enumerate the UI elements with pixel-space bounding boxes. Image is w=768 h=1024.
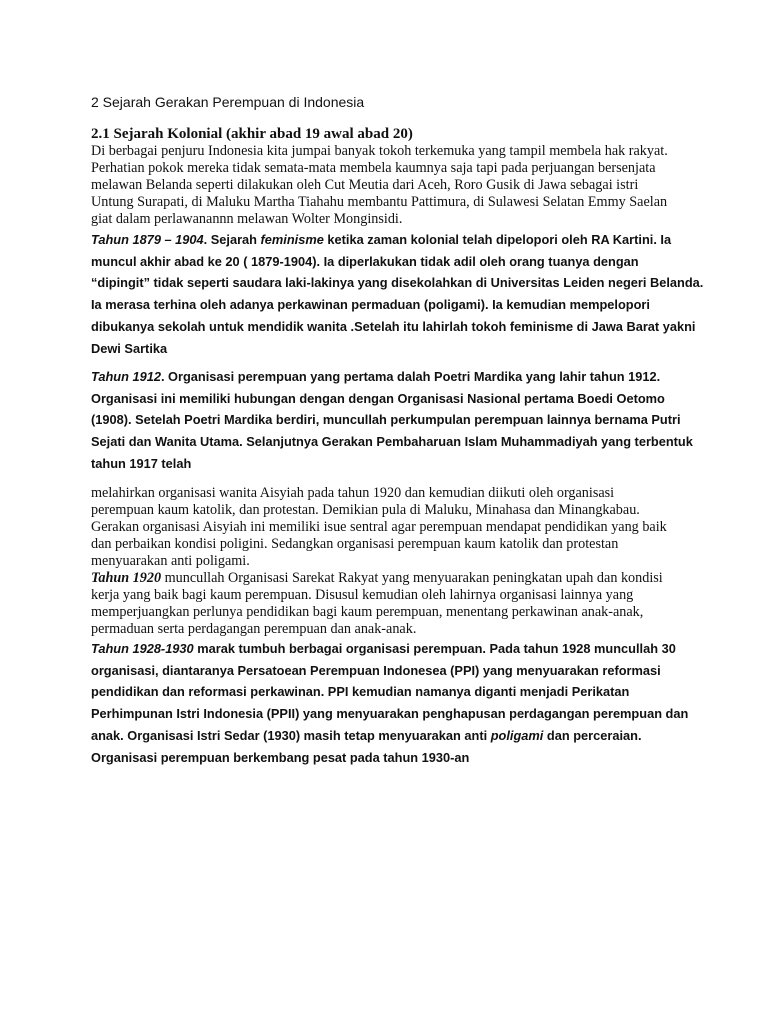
- year-lead: Tahun 1920: [91, 570, 162, 586]
- paragraph-1879: [91, 229, 704, 359]
- text-line: kerja yang baik bagi kaum perempuan. Disusul kemudian oleh lahirnya organisasi lainnya yang: [91, 587, 634, 603]
- text-line: Perhatian pokok mereka tidak semata-mata membela kaumnya saja tapi pada perjuangan bersenjata: [91, 160, 656, 176]
- text-line: organisasi, diantaranya Persatoean Perempuan Indonesea (PPI) yang menyuarakan reformasi: [91, 662, 661, 678]
- text-line: [91, 229, 681, 251]
- text-line: Ia merasa terhina oleh adanya perkawinan permaduan (poligami). Ia kemudian mempelopori: [91, 297, 650, 313]
- text-line: [91, 638, 681, 660]
- paragraph-1928-1930: [91, 638, 689, 768]
- text-span: muncullah Organisasi Sarekat Rakyat yang menyuarakan peningkatan upah dan kondisi: [161, 570, 663, 586]
- subsection-heading: 2.1 Sejarah Kolonial (akhir abad 19 awal abad 20): [91, 126, 413, 142]
- text-line: [91, 366, 681, 388]
- emphasis: feminisme: [260, 232, 324, 247]
- text-line: Di berbagai penjuru Indonesia kita jumpai banyak tokoh terkemuka yang tampil membela hak rakyat.: [91, 143, 668, 159]
- text-line: memperjuangkan perlunya pendidikan bagi kaum perempuan, menentang perkawinan anak-anak,: [91, 604, 644, 620]
- text-line: permaduan serta perdagangan perempuan dan anak-anak.: [91, 621, 417, 637]
- text-line: giat dalam perlawanannn melawan Wolter Monginsidi.: [91, 211, 403, 227]
- text-line: menyuarakan anti poligami.: [91, 553, 250, 569]
- text-span: ketika zaman kolonial telah dipelopori oleh RA Kartini. Ia: [323, 232, 672, 247]
- text-line: Organisasi ini memiliki hubungan dengan dengan Organisasi Nasional pertama Boedi Oetomo: [91, 390, 665, 406]
- paragraph-aisyiah-1920: [91, 485, 681, 638]
- text-span: . Sejarah: [203, 232, 261, 247]
- year-lead: Tahun 1879 – 1904: [91, 232, 204, 247]
- text-line: dan perbaikan kondisi poligini. Sedangkan organisasi perempuan kaum katolik dan protestan: [91, 536, 619, 552]
- text-line: pendidikan dan reformasi perkawinan. PPI kemudian namanya diganti menjadi Perikatan: [91, 684, 630, 700]
- year-lead: Tahun 1912: [91, 369, 161, 384]
- text-line: Perhimpunan Istri Indonesia (PPII) yang menyuarakan penghapusan perdagangan perempuan dan: [91, 706, 689, 722]
- text-line: melawan Belanda seperti dilakukan oleh Cut Meutia dari Aceh, Roro Gusik di Jawa sebagai istri: [91, 177, 639, 193]
- year-lead: Tahun 1928-1930: [91, 641, 194, 656]
- text-line: perempuan kaum katolik, dan protestan. Demikian pula di Maluku, Minahasa dan Minangkabau.: [91, 502, 640, 518]
- intro-paragraph: [91, 143, 681, 228]
- text-line: [91, 725, 681, 747]
- text-line: Untung Surapati, di Maluku Martha Tiahahu membantu Pattimura, di Sulawesi Selatan Emmy Saelan: [91, 194, 668, 210]
- text-line: dibukanya sekolah untuk mendidik wanita .Setelah itu lahirlah tokoh feminisme di Jawa Barat yakni: [91, 318, 696, 334]
- text-line: muncul akhir abad ke 20 ( 1879-1904). Ia diperlakukan tidak adil oleh orang tuanya dengan: [91, 253, 639, 269]
- text-span: . Organisasi perempuan yang pertama dalah Poetri Mardika yang lahir tahun 1912.: [160, 369, 661, 384]
- text-line: “dipingit” tidak seperti saudara laki-lakinya yang disekolahkan di Universitas Leiden negeri Belanda.: [91, 275, 704, 291]
- paragraph-1912: [91, 366, 693, 475]
- section-title: 2 Sejarah Gerakan Perempuan di Indonesia: [91, 94, 365, 110]
- text-line: tahun 1917 telah: [91, 455, 192, 471]
- text-line: Gerakan organisasi Aisyiah ini memiliki isue sentral agar perempuan mendapat pendidikan yang baik: [91, 519, 667, 535]
- emphasis: poligami: [490, 727, 544, 743]
- text-line: [91, 570, 681, 587]
- text-line: Dewi Sartika: [91, 340, 168, 356]
- text-line: melahirkan organisasi wanita Aisyiah pada tahun 1920 dan kemudian diikuti oleh organisasi: [91, 485, 615, 501]
- text-line: Sejati dan Wanita Utama. Selanjutnya Gerakan Pembaharuan Islam Muhammadiyah yang terbentuk: [91, 434, 693, 450]
- text-span: anak. Organisasi Istri Sedar (1930) masih tetap menyuarakan anti: [91, 727, 491, 743]
- text-span: dan perceraian.: [543, 727, 642, 743]
- text-line: (1908). Setelah Poetri Mardika berdiri, muncullah perkumpulan perempuan lainnya bernama Putri: [91, 412, 681, 428]
- text-span: marak tumbuh berbagai organisasi perempuan. Pada tahun 1928 muncullah 30: [193, 641, 676, 656]
- text-line: Organisasi perempuan berkembang pesat pada tahun 1930-an: [91, 749, 470, 765]
